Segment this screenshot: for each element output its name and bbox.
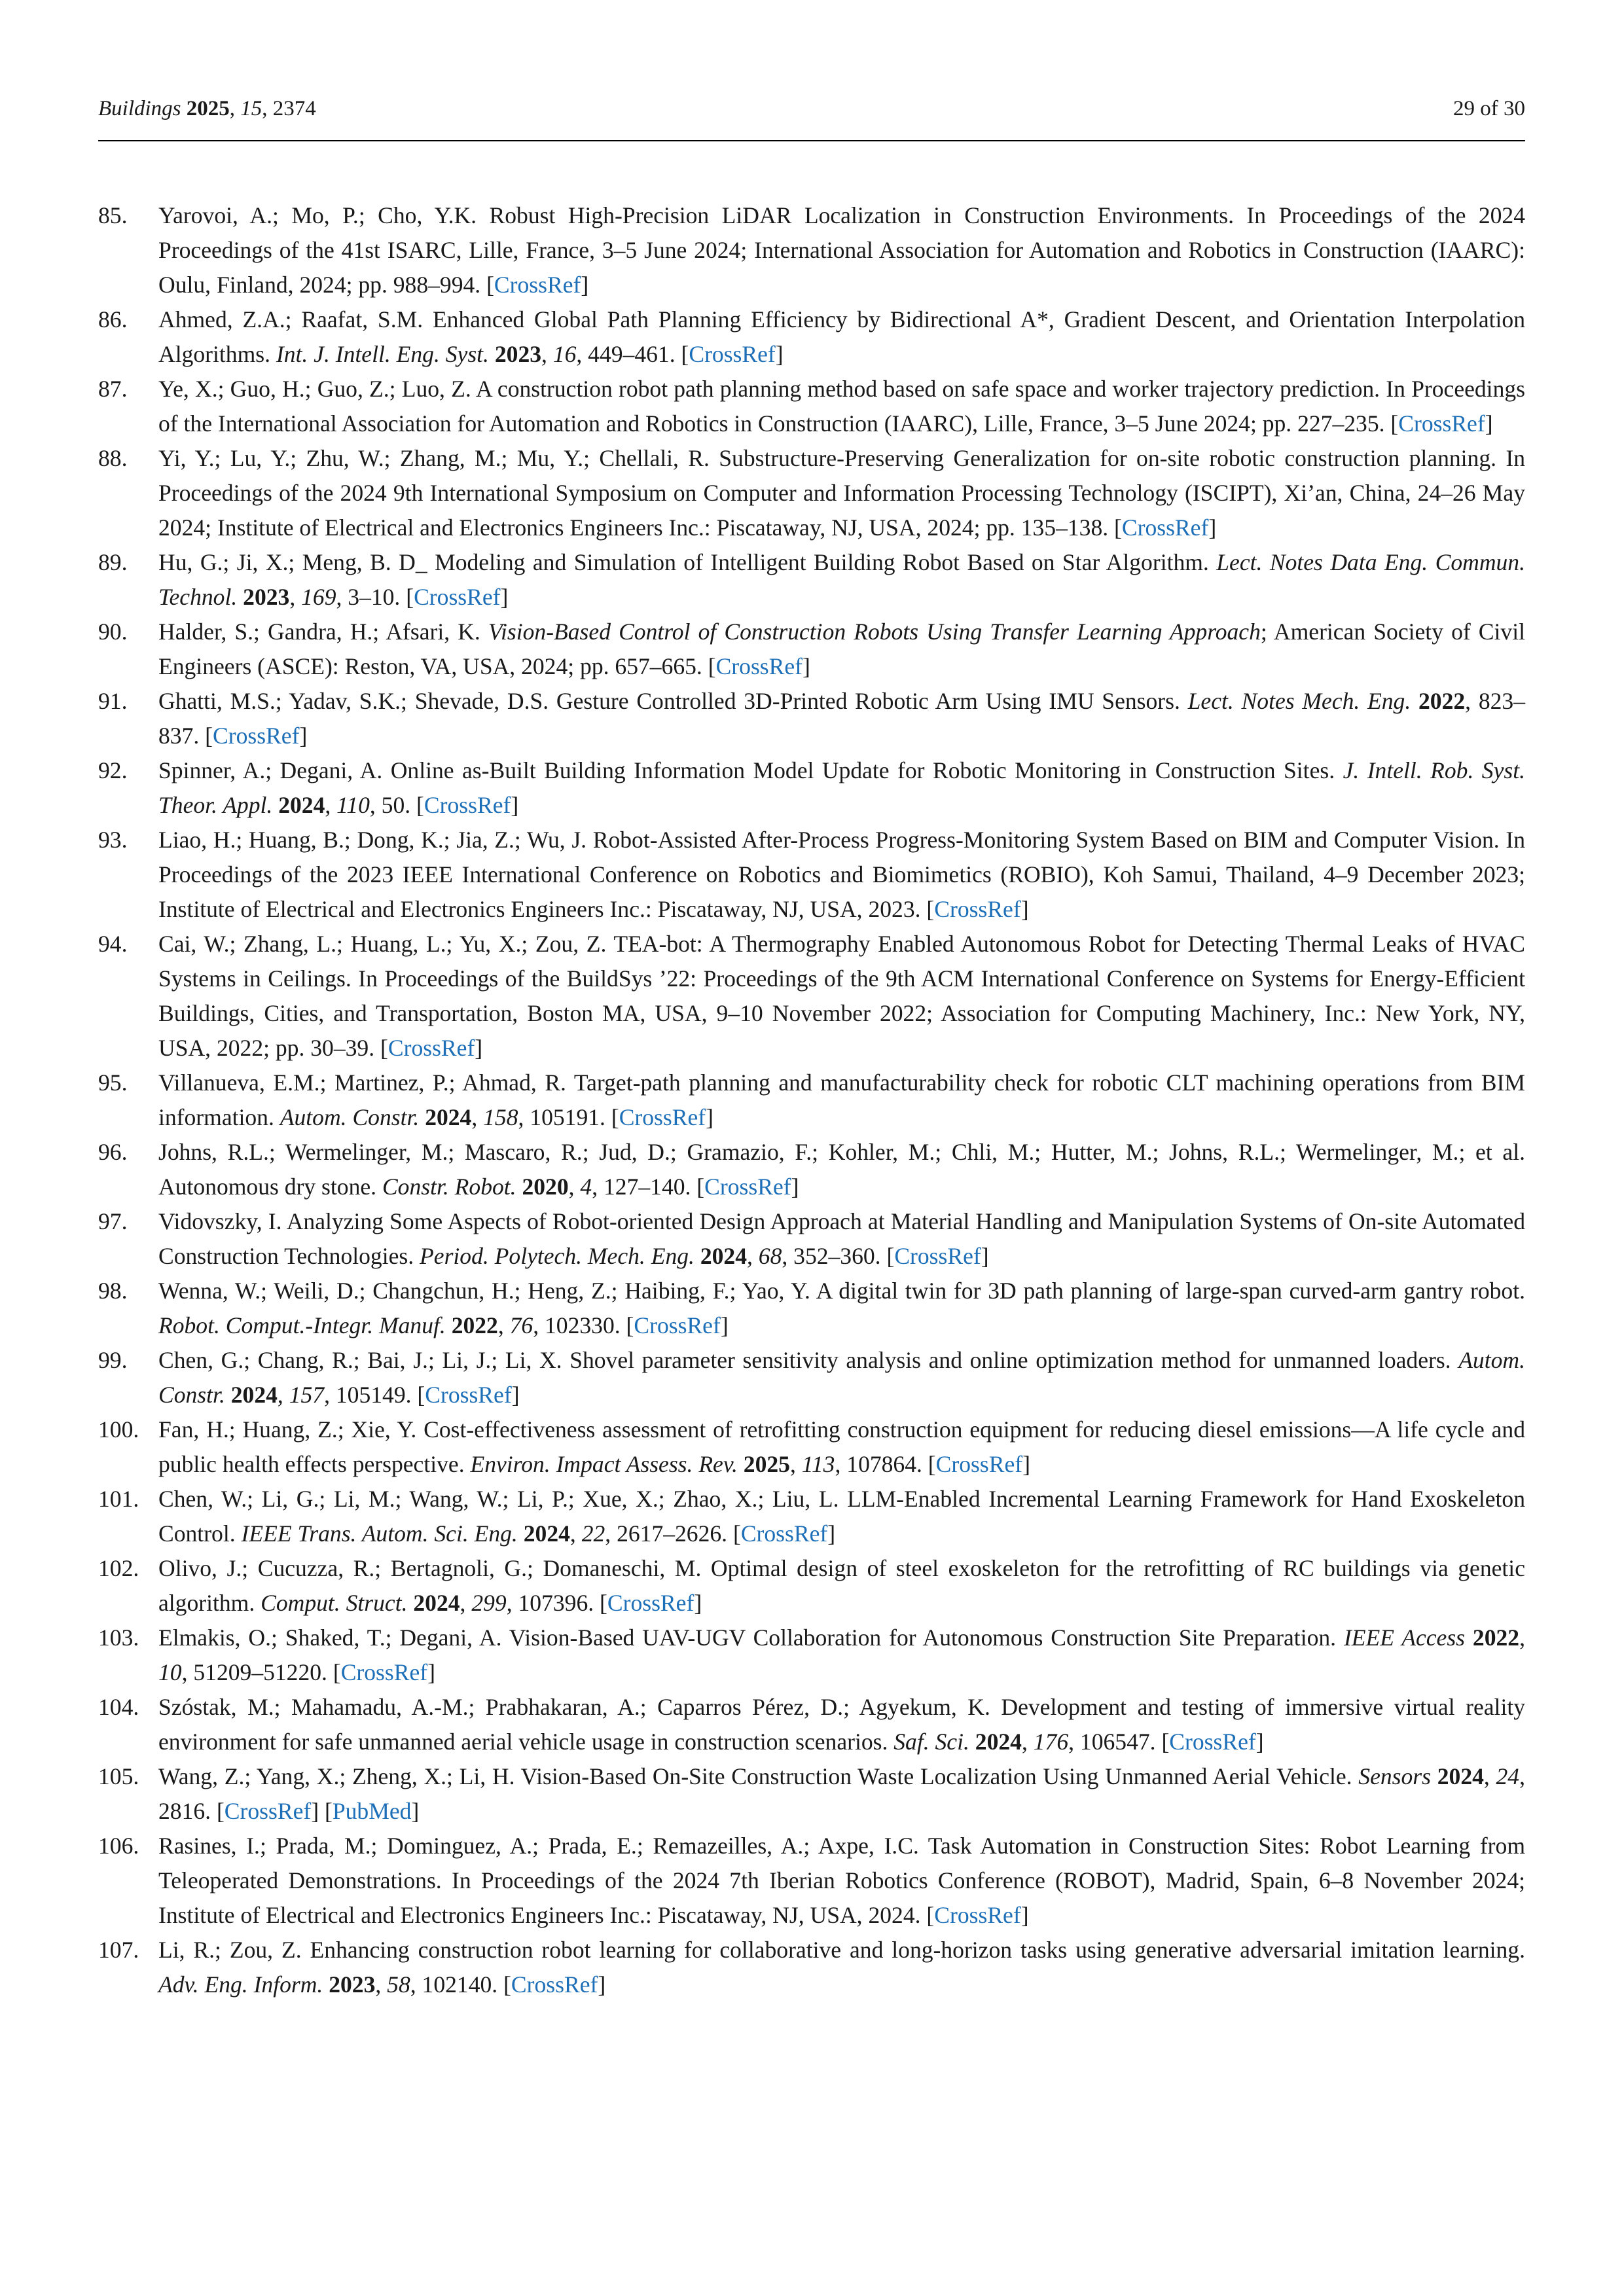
reference-text: ]	[427, 1659, 435, 1685]
reference-number: 96.	[98, 1139, 128, 1165]
reference-italic-text: 24	[1496, 1763, 1520, 1789]
reference-year: 2024	[523, 1520, 570, 1547]
reference-text	[272, 792, 278, 818]
reference-text: , 2617–2626. [	[605, 1520, 741, 1547]
reference-text	[225, 1382, 231, 1408]
reference-text: ,	[1021, 1729, 1034, 1755]
reference-number: 107.	[98, 1937, 139, 1963]
reference-item	[98, 1551, 1525, 1621]
reference-item	[98, 1135, 1525, 1204]
reference-number: 97.	[98, 1208, 128, 1234]
reference-text	[1431, 1763, 1437, 1789]
reference-item	[98, 545, 1525, 615]
reference-text: ,	[568, 1174, 581, 1200]
reference-italic-text: Saf. Sci.	[893, 1729, 969, 1755]
reference-item	[98, 684, 1525, 753]
reference-year: 2025	[743, 1451, 790, 1477]
reference-italic-text: IEEE Trans. Autom. Sci. Eng.	[241, 1520, 518, 1547]
reference-item	[98, 1274, 1525, 1343]
reference-text: Rasines, I.; Prada, M.; Dominguez, A.; Prada, E.; Remazeilles, A.; Axpe, I.C. Task Automation in Construction Sites: Robot Learning from Teleoperated Demonstrations. In Proceedings of the 2024 7th Iberian Robotics Conference (ROBOT), Madrid, Spain, 6–8 November 2024; Institute of Electrical and Electronics Engineers Inc.: Piscataway, NJ, USA, 2024. [	[158, 1833, 1525, 1928]
reference-text: Wenna, W.; Weili, D.; Changchun, H.; Heng, Z.; Haibing, F.; Yao, Y. A digital twin for 3D path planning of large-span curved-arm gantry robot.	[158, 1278, 1525, 1304]
reference-text: , 50. [	[369, 792, 424, 818]
reference-text: ,	[325, 792, 337, 818]
reference-text: ]	[1255, 1729, 1264, 1755]
reference-item	[98, 753, 1525, 823]
reference-text: ]	[706, 1104, 713, 1130]
reference-number: 102.	[98, 1555, 139, 1581]
reference-year: 2024	[425, 1104, 472, 1130]
reference-text: , 107396. [	[506, 1590, 607, 1616]
reference-text: ]	[511, 1382, 520, 1408]
reference-text: Liao, H.; Huang, B.; Dong, K.; Jia, Z.; Wu, J. Robot-Assisted After-Process Progress-Monitoring System Based on BIM and Computer Vision. In Proceedings of the 2023 IEEE International Conference on Robotics and Biomimetics (ROBIO), Koh Samui, Thailand, 4–9 December 2023; Institute of Electrical and Electronics Engineers Inc.: Piscataway, NJ, USA, 2023. [	[158, 827, 1525, 922]
reference-text: Chen, W.; Li, G.; Li, M.; Wang, W.; Li, P.; Xue, X.; Zhao, X.; Liu, L. LLM-Enabled Incremental Learning Framework for Hand Exoskeleton Control.	[158, 1486, 1525, 1547]
reference-text: Halder, S.; Gandra, H.; Afsari, K.	[158, 619, 488, 645]
reference-year: 2024	[230, 1382, 278, 1408]
reference-text	[489, 341, 495, 367]
reference-italic-text: Autom. Constr.	[280, 1104, 420, 1130]
reference-text: , 51209–51220. [	[181, 1659, 341, 1685]
reference-number: 87.	[98, 376, 128, 402]
reference-year: 2023	[329, 1971, 376, 1998]
reference-text: Ye, X.; Guo, H.; Guo, Z.; Luo, Z. A construction robot path planning method based on safe space and worker trajectory prediction. In Proceedings of the International Association for Automation and Robotics in Construction (IAARC), Lille, France, 3–5 June 2024; pp. 227–235. [	[158, 376, 1525, 437]
reference-italic-text: Period. Polytech. Mech. Eng.	[420, 1243, 695, 1269]
crossref-link[interactable]: CrossRef	[1121, 514, 1209, 541]
reference-italic-text: 58	[387, 1971, 410, 1998]
reference-text: ]	[803, 653, 810, 679]
reference-text: ]	[827, 1520, 836, 1547]
reference-number: 94.	[98, 931, 128, 957]
reference-text: ]	[511, 792, 519, 818]
reference-number: 99.	[98, 1347, 128, 1373]
reference-item	[98, 1482, 1525, 1551]
reference-italic-text: Environ. Impact Assess. Rev.	[470, 1451, 738, 1477]
reference-item	[98, 198, 1525, 302]
reference-text: , 352–360. [	[782, 1243, 895, 1269]
reference-italic-text: 113	[801, 1451, 835, 1477]
crossref-link[interactable]: CrossRef	[340, 1659, 428, 1685]
reference-item	[98, 823, 1525, 927]
reference-text: Yarovoi, A.; Mo, P.; Cho, Y.K. Robust High-Precision LiDAR Localization in Construction Environments. In Proceedings of the 2024 Proceedings of the 41st ISARC, Lille, France, 3–5 June 2024; International Association for Automation and Robotics in Construction (IAARC): Oulu, Finland, 2024; pp. 988–994. [	[158, 202, 1525, 298]
reference-text: ]	[598, 1971, 606, 1998]
reference-text: Villanueva, E.M.; Martinez, P.; Ahmad, R. Target-path planning and manufacturability check for robotic CLT machining operations from BIM information.	[158, 1069, 1525, 1130]
reference-text: Cai, W.; Zhang, L.; Huang, L.; Yu, X.; Zou, Z. TEA-bot: A Thermography Enabled Autonomous Robot for Detecting Thermal Leaks of HVAC Systems in Ceilings. In Proceedings of the BuildSys ’22: Proceedings of the 9th ACM International Conference on Systems for Energy-Efficient Buildings, Cities, and Transportation, Boston MA, USA, 9–10 November 2022; Association for Computing Machinery, Inc.: New York, NY, USA, 2022; pp. 30–39. [	[158, 931, 1525, 1061]
crossref-link[interactable]: CrossRef	[934, 1902, 1021, 1928]
reference-number: 93.	[98, 827, 128, 853]
reference-text: ]	[475, 1035, 483, 1061]
reference-number: 95.	[98, 1069, 128, 1096]
reference-text: ]	[720, 1312, 729, 1338]
reference-number: 86.	[98, 306, 128, 332]
reference-text: Fan, H.; Huang, Z.; Xie, Y. Cost-effectiveness assessment of retrofitting construction equipment for reducing diesel emissions—A life cycle and public health effects perspective.	[158, 1416, 1525, 1477]
reference-number: 92.	[98, 757, 128, 783]
reference-italic-text: Adv. Eng. Inform.	[158, 1971, 323, 1998]
reference-italic-text: 10	[158, 1659, 182, 1685]
reference-text: ]	[981, 1243, 989, 1269]
reference-italic-text: 22	[581, 1520, 605, 1547]
reference-text: , 449–461. [	[576, 341, 689, 367]
reference-text: Ghatti, M.S.; Yadav, S.K.; Shevade, D.S. Gesture Controlled 3D-Printed Robotic Arm Using IMU Sensors.	[158, 688, 1188, 714]
reference-item	[98, 441, 1525, 545]
reference-year: 2023	[243, 584, 290, 610]
reference-text: , 127–140. [	[592, 1174, 705, 1200]
reference-list	[98, 198, 1525, 2002]
reference-number: 91.	[98, 688, 128, 714]
crossref-link[interactable]: CrossRef	[224, 1798, 312, 1824]
reference-italic-text: Lect. Notes Mech. Eng.	[1187, 688, 1411, 714]
reference-number: 100.	[98, 1416, 139, 1443]
article-number: 2374	[272, 97, 316, 120]
reference-year: 2024	[1437, 1763, 1484, 1789]
reference-text	[323, 1971, 329, 1998]
crossref-link[interactable]: CrossRef	[704, 1174, 791, 1200]
reference-year: 2022	[1418, 688, 1466, 714]
reference-text: Szóstak, M.; Mahamadu, A.-M.; Prabhakaran, A.; Caparros Pérez, D.; Agyekum, K. Development and testing of immersive virtual reality environment for safe unmanned aerial vehicle usage in construction scenarios.	[158, 1694, 1525, 1755]
reference-item	[98, 1204, 1525, 1274]
reference-text: Chen, G.; Chang, R.; Bai, J.; Li, J.; Li, X. Shovel parameter sensitivity analysis and online optimization method for unmanned loaders.	[158, 1347, 1459, 1373]
reference-year: 2020	[522, 1174, 569, 1200]
crossref-link[interactable]: CrossRef	[607, 1590, 695, 1616]
reference-text: ] [	[311, 1798, 333, 1824]
reference-text	[1465, 1624, 1473, 1651]
reference-text	[419, 1104, 425, 1130]
reference-italic-text: 158	[483, 1104, 518, 1130]
reference-year: 2024	[975, 1729, 1022, 1755]
reference-italic-text: Autom. Constr.	[158, 1347, 1525, 1408]
reference-text	[237, 584, 243, 610]
reference-number: 105.	[98, 1763, 139, 1789]
reference-text	[695, 1243, 700, 1269]
reference-year: 2024	[278, 792, 325, 818]
crossref-link[interactable]: CrossRef	[424, 792, 511, 818]
reference-text: , 102330. [	[533, 1312, 634, 1338]
reference-item	[98, 372, 1525, 441]
reference-text: ,	[789, 1451, 802, 1477]
reference-text: ,	[460, 1590, 472, 1616]
reference-item	[98, 1690, 1525, 1759]
crossref-link[interactable]: CrossRef	[213, 723, 300, 749]
reference-text: ]	[1022, 1451, 1030, 1477]
crossref-link[interactable]: CrossRef	[619, 1104, 706, 1130]
reference-italic-text: Constr. Robot.	[382, 1174, 516, 1200]
reference-text: , 3–10. [	[336, 584, 414, 610]
reference-italic-text: Robot. Comput.-Integr. Manuf.	[158, 1312, 446, 1338]
reference-number: 90.	[98, 619, 128, 645]
reference-text: ]	[791, 1174, 799, 1200]
reference-text: Li, R.; Zou, Z. Enhancing construction robot learning for collaborative and long-horizon tasks using generative adversarial imitation learning.	[158, 1937, 1525, 1963]
reference-text: ,	[471, 1104, 484, 1130]
reference-text: ]	[694, 1590, 702, 1616]
reference-text: Hu, G.; Ji, X.; Meng, B. D_ Modeling and Simulation of Intelligent Building Robot Based on Star Algorithm.	[158, 549, 1217, 575]
reference-number: 101.	[98, 1486, 139, 1512]
reference-item	[98, 1621, 1525, 1690]
reference-text: ,	[497, 1312, 510, 1338]
reference-text: Yi, Y.; Lu, Y.; Zhu, W.; Zhang, M.; Mu, Y.; Chellali, R. Substructure-Preserving Generalization for on-site robotic construction planning. In Proceedings of the 2024 9th International Symposium on Computer and Information Processing Technology (ISCIPT), Xi’an, China, 24–26 May 2024; Institute of Electrical and Electronics Engineers Inc.: Piscataway, NJ, USA, 2024; pp. 135–138. [	[158, 445, 1525, 541]
reference-text: , 105191. [	[518, 1104, 619, 1130]
reference-italic-text: Int. J. Intell. Eng. Syst.	[276, 341, 489, 367]
reference-text: ]	[1020, 1902, 1029, 1928]
reference-text: ,	[569, 1520, 582, 1547]
journal-volume: 15	[240, 97, 262, 120]
reference-text: ]	[1485, 410, 1493, 437]
crossref-link[interactable]: CrossRef	[934, 896, 1021, 922]
crossref-link[interactable]: CrossRef	[935, 1451, 1023, 1477]
reference-text: ]	[299, 723, 308, 749]
crossref-link[interactable]: CrossRef	[1169, 1729, 1256, 1755]
reference-text: , 105149. [	[324, 1382, 425, 1408]
reference-text	[518, 1520, 524, 1547]
reference-text: ,	[746, 1243, 759, 1269]
reference-text: , 823–837. [	[158, 688, 1525, 749]
reference-text: ,	[1483, 1763, 1496, 1789]
reference-text: ,	[289, 584, 302, 610]
reference-number: 88.	[98, 445, 128, 471]
reference-text: ,	[541, 341, 553, 367]
reference-text: Spinner, A.; Degani, A. Online as-Built Building Information Model Update for Robotic Monitoring in Construction Sites.	[158, 757, 1343, 783]
page-header	[98, 92, 1525, 128]
reference-text: Elmakis, O.; Shaked, T.; Degani, A. Vision-Based UAV-UGV Collaboration for Autonomous Construction Site Preparation.	[158, 1624, 1344, 1651]
header-rule	[98, 140, 1525, 141]
reference-text: ]	[775, 341, 784, 367]
reference-text: , 2816. [	[158, 1763, 1525, 1824]
reference-year: 2022	[451, 1312, 498, 1338]
journal-year: 2025	[186, 97, 230, 120]
crossref-link[interactable]: CrossRef	[414, 584, 501, 610]
reference-text: , 107864. [	[835, 1451, 936, 1477]
reference-italic-text: 176	[1033, 1729, 1069, 1755]
reference-italic-text: 68	[758, 1243, 782, 1269]
reference-italic-text: 169	[301, 584, 336, 610]
reference-italic-text: 110	[336, 792, 370, 818]
reference-italic-text: Sensors	[1358, 1763, 1431, 1789]
reference-text: ]	[581, 272, 589, 298]
reference-text: ,	[277, 1382, 289, 1408]
reference-italic-text: 76	[509, 1312, 533, 1338]
reference-item	[98, 1829, 1525, 1933]
crossref-link[interactable]: CrossRef	[494, 272, 581, 298]
reference-number: 89.	[98, 549, 128, 575]
reference-number: 104.	[98, 1694, 139, 1720]
reference-italic-text: Lect. Notes Data Eng. Commun. Technol.	[158, 549, 1525, 610]
reference-italic-text: IEEE Access	[1343, 1624, 1466, 1651]
crossref-link[interactable]: CrossRef	[388, 1035, 475, 1061]
reference-text: ]	[411, 1798, 420, 1824]
reference-text: Olivo, J.; Cucuzza, R.; Bertagnoli, G.; Domaneschi, M. Optimal design of steel exoskeleton for the retrofitting of RC buildings via genetic algorithm.	[158, 1555, 1525, 1616]
reference-number: 85.	[98, 202, 128, 228]
crossref-link[interactable]: CrossRef	[689, 341, 776, 367]
journal-name: Buildings	[98, 97, 181, 120]
reference-text	[738, 1451, 744, 1477]
reference-text: , 106547. [	[1068, 1729, 1170, 1755]
reference-year: 2022	[1472, 1624, 1520, 1651]
reference-italic-text: Comput. Struct.	[261, 1590, 408, 1616]
reference-italic-text: Vision-Based Control of Construction Robots Using Transfer Learning Approach	[488, 619, 1261, 645]
crossref-link[interactable]: CrossRef	[425, 1382, 512, 1408]
reference-italic-text: 157	[289, 1382, 325, 1408]
reference-text: ; American Society of Civil Engineers (ASCE): Reston, VA, USA, 2024; pp. 657–665. [	[158, 619, 1525, 679]
reference-item	[98, 1066, 1525, 1135]
crossref-link[interactable]: CrossRef	[511, 1971, 598, 1998]
reference-item	[98, 1759, 1525, 1829]
reference-text: ,	[1519, 1624, 1525, 1651]
reference-italic-text: 16	[552, 341, 577, 367]
reference-year: 2023	[494, 341, 542, 367]
reference-text: ,	[375, 1971, 388, 1998]
reference-italic-text: 4	[580, 1174, 592, 1200]
crossref-link[interactable]: CrossRef	[715, 653, 803, 679]
pubmed-link[interactable]: PubMed	[332, 1798, 412, 1824]
crossref-link[interactable]: CrossRef	[894, 1243, 981, 1269]
reference-number: 103.	[98, 1624, 139, 1651]
reference-text: , 102140. [	[410, 1971, 511, 1998]
reference-year: 2024	[700, 1243, 747, 1269]
crossref-link[interactable]: CrossRef	[1398, 410, 1485, 437]
reference-text: ]	[1020, 896, 1029, 922]
reference-text: Vidovszky, I. Analyzing Some Aspects of Robot-oriented Design Approach at Material Handling and Manipulation Systems of On-site Automated Construction Technologies.	[158, 1208, 1525, 1269]
reference-text	[969, 1729, 975, 1755]
reference-year: 2024	[413, 1590, 460, 1616]
reference-text	[446, 1312, 452, 1338]
reference-item	[98, 1412, 1525, 1482]
reference-italic-text: 299	[471, 1590, 507, 1616]
reference-item	[98, 1933, 1525, 2002]
running-head: Buildings 2025, 15, 2374	[98, 97, 316, 120]
reference-text	[1411, 688, 1418, 714]
reference-item	[98, 1343, 1525, 1412]
reference-number: 106.	[98, 1833, 139, 1859]
reference-text: ]	[500, 584, 509, 610]
reference-item	[98, 615, 1525, 684]
crossref-link[interactable]: CrossRef	[634, 1312, 721, 1338]
reference-item	[98, 927, 1525, 1066]
reference-italic-text: J. Intell. Rob. Syst. Theor. Appl.	[158, 757, 1525, 818]
reference-number: 98.	[98, 1278, 128, 1304]
page-number: 29 of 30	[1453, 97, 1525, 120]
reference-text: Johns, R.L.; Wermelinger, M.; Mascaro, R.; Jud, D.; Gramazio, F.; Kohler, M.; Chli, M.; Hutter, M.; Johns, R.L.; Wermelinger, M.; et al. Autonomous dry stone.	[158, 1139, 1525, 1200]
reference-item	[98, 302, 1525, 372]
reference-text: Wang, Z.; Yang, X.; Zheng, X.; Li, H. Vision-Based On-Site Construction Waste Localization Using Unmanned Aerial Vehicle.	[158, 1763, 1359, 1789]
reference-text: Ahmed, Z.A.; Raafat, S.M. Enhanced Global Path Planning Efficiency by Bidirectional A*, Gradient Descent, and Orientation Interpolation Algorithms.	[158, 306, 1525, 367]
reference-text: ]	[1208, 514, 1217, 541]
crossref-link[interactable]: CrossRef	[740, 1520, 828, 1547]
